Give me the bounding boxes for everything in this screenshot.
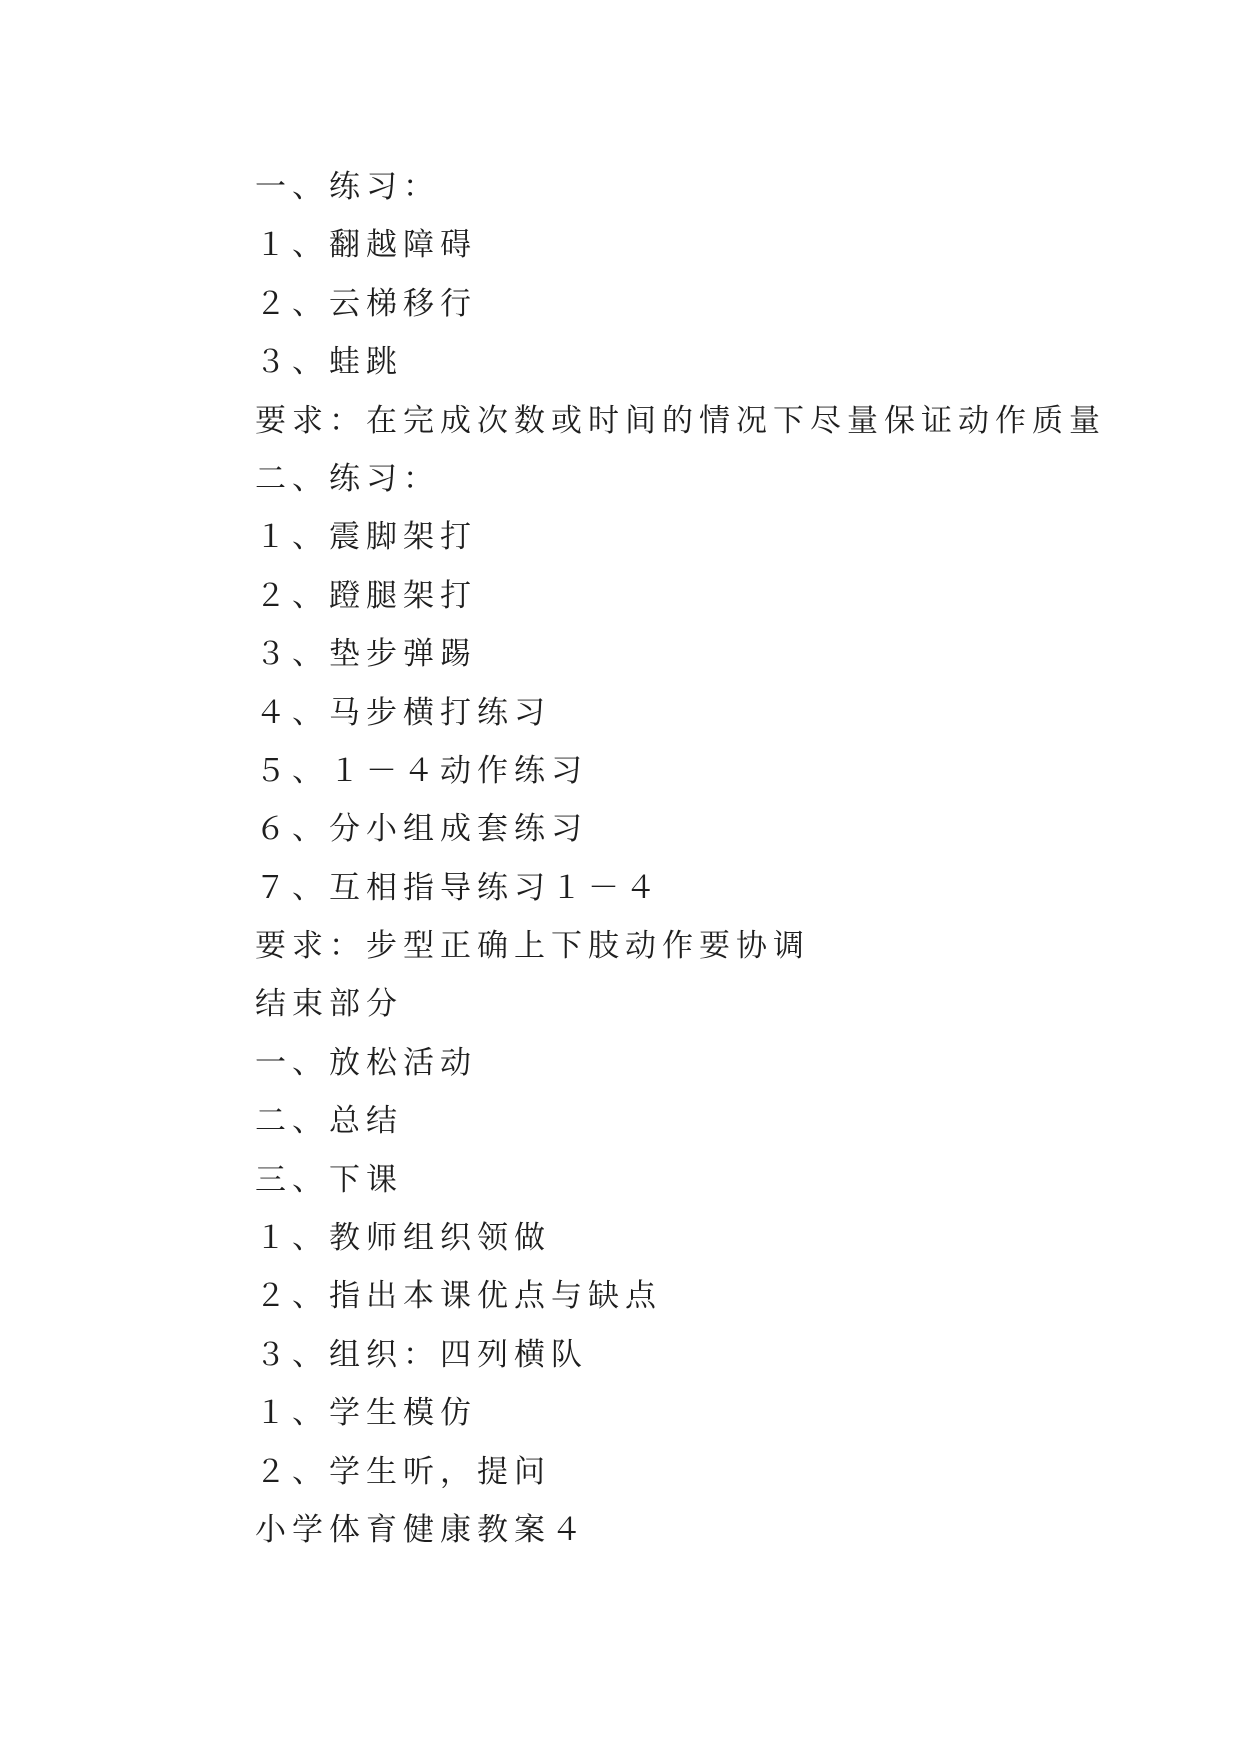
list-item: １、翻越障碍 [255,227,477,264]
list-item: １、教师组织领做 [255,1220,551,1257]
requirement-text: 要求：步型正确上下肢动作要协调 [255,928,810,965]
list-item: ２、学生听，提问 [255,1453,551,1490]
list-item: ４、马步横打练习 [255,694,551,731]
requirement-text: 要求：在完成次数或时间的情况下尽量保证动作质量 [255,402,1106,439]
list-item: ３、组织：四列横队 [255,1336,588,1373]
list-item: ５、１－４动作练习 [255,752,588,789]
section-heading-ending: 结束部分 [255,986,403,1023]
heading-practice-1: 一、练习： [255,169,440,205]
ending-item: 二、总结 [255,1103,403,1140]
list-item: ６、分小组成套练习 [255,811,588,848]
document-body [255,158,1155,1559]
heading-practice-2: 二、练习： [255,460,440,497]
list-item: １、学生模仿 [255,1395,477,1432]
ending-item: 一、放松活动 [255,1044,477,1081]
list-item: ２、云梯移行 [255,285,477,322]
list-item: ２、蹬腿架打 [255,577,477,614]
list-item: ２、指出本课优点与缺点 [255,1278,662,1315]
list-item: １、震脚架打 [255,519,477,556]
list-item: ７、互相指导练习１－４ [255,869,662,906]
ending-item: 三、下课 [255,1161,403,1198]
list-item: ３、蛙跳 [255,344,403,381]
document-title-next: 小学体育健康教案４ [255,1511,588,1548]
list-item: ３、垫步弹踢 [255,636,477,673]
